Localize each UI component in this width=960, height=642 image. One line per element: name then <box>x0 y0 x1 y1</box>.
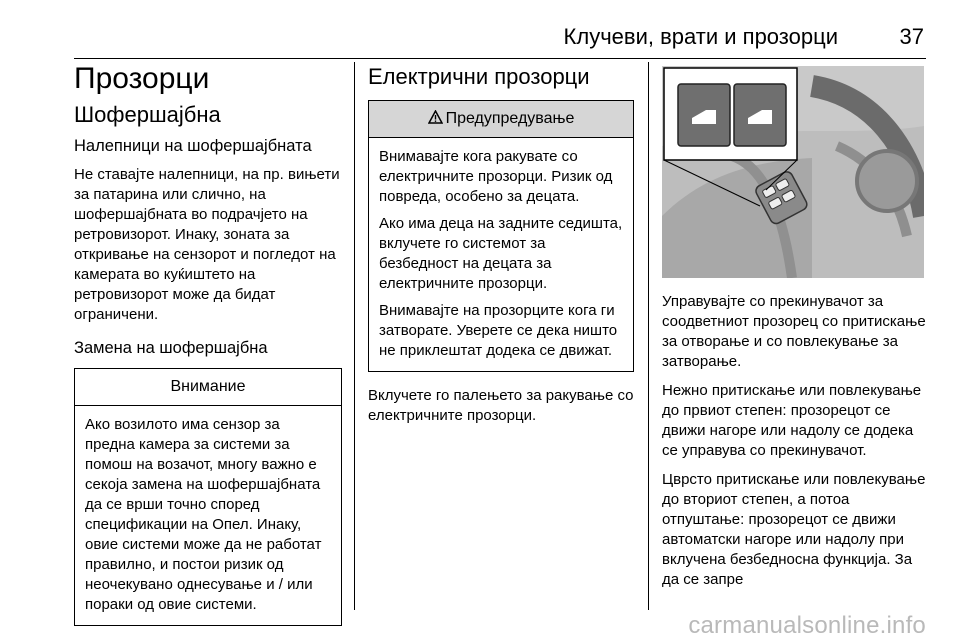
warning-box <box>368 100 634 372</box>
column-middle <box>368 62 634 426</box>
watermark: carmanualsonline.info <box>688 612 926 639</box>
warning-text: Ако има деца на задните седишта, вклучете го системот за безбедност на децата за електричните прозорци. <box>379 215 623 292</box>
warning-text: Внимавајте на прозорците кога ги затворате. Уверете се дека ништо не приклештат додека се движат. <box>379 302 618 359</box>
page-header <box>74 0 926 59</box>
notice-text: Ако возилото има сензор за предна камера за системи за помош на возачот, многу важно е секоја замена на шофершајбната да се врши точно според спецификации на Опел. Инаку, овие системи може да не работат правилно, и постои ризик од неочекувано однесување и / или пораки од овие системи. <box>85 416 322 613</box>
body-text: Нежно притискање или повлекување до првиот степен: прозорецот се движи нагоре или надолу се додека се управува со прекинувачот. <box>662 382 922 459</box>
page-number: 37 <box>899 24 924 49</box>
column-divider <box>354 62 355 610</box>
column-right <box>662 292 926 590</box>
topic-title: Замена на шофершајбна <box>74 339 268 357</box>
topic-title: Налепници на шофершајбната <box>74 137 312 155</box>
notice-box <box>74 368 342 626</box>
warning-header <box>369 101 633 138</box>
body-text: Цврсто притискање или повлекување до вториот степен, а потоа отпуштање: прозорецот се движи автоматски нагоре или надолу при вклучена безбедносна функција. За да се запре <box>662 471 926 588</box>
warning-body <box>369 138 633 371</box>
notice-body <box>75 406 341 625</box>
column-left <box>74 62 342 626</box>
subsection-heading: Шофершајбна <box>74 102 221 127</box>
section-heading: Прозорци <box>74 62 210 95</box>
body-text: Не ставајте налепници, на пр. вињети за патарина или слично, на шофершајбната во подрачјето на ретровизорот. Инаку, зоната за откривање на сензорот и погледот на камерата во куќиштето на ретровизорот може да бидат ограничени. <box>74 166 340 323</box>
window-switch-illustration <box>662 66 924 278</box>
body-text: Вклучете го палењето за ракување со електричните прозорци. <box>368 387 634 424</box>
body-text: Управувајте со прекинувачот за соодветниот прозорец со притискање за отворање и со повлекување за затворање. <box>662 293 926 370</box>
column-divider <box>648 62 649 610</box>
notice-title: Внимание <box>75 369 341 406</box>
warning-triangle-icon <box>428 110 443 128</box>
header-title: Клучеви, врати и прозорци <box>563 24 838 49</box>
section-heading: Електрични прозорци <box>368 64 590 89</box>
warning-title: Предупредување <box>445 110 575 127</box>
warning-text: Внимавајте кога ракувате со електричните прозорци. Ризик од повреда, особено за децата. <box>379 148 613 205</box>
